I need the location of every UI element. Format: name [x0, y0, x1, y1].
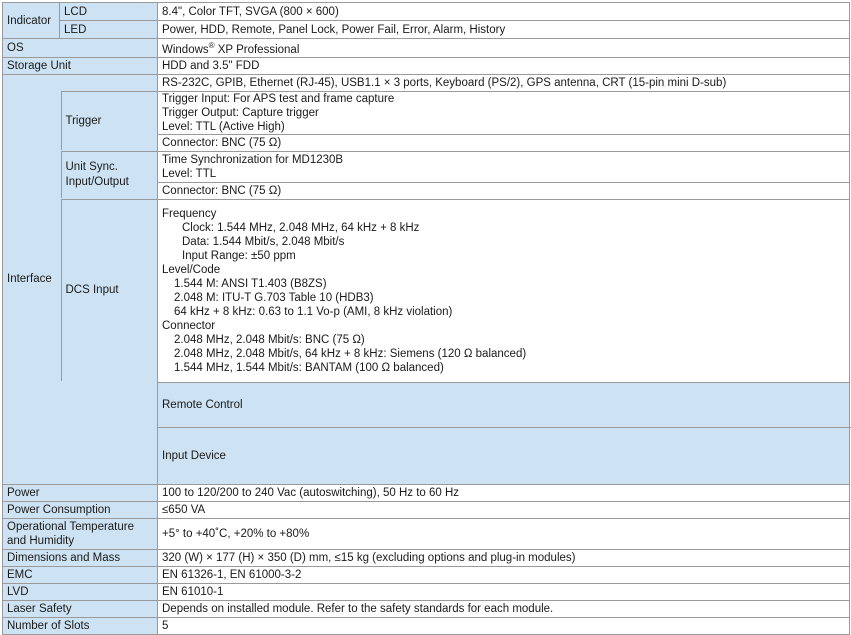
led-label: LED: [60, 21, 158, 39]
unit-sync-label-line: Unit Sync.: [65, 161, 118, 174]
power-value: 100 to 120/200 to 240 Vac (autoswitching), 50 Hz to 60 Hz: [158, 484, 850, 501]
os-label: OS: [3, 39, 158, 58]
op-temp-label: [3, 518, 158, 549]
unit-sync-line: Time Synchronization for MD1230B: [162, 153, 344, 166]
trigger-connector: Connector: BNC (75 Ω): [158, 134, 850, 151]
interface-label: Interface: [3, 74, 158, 484]
power-consumption-value: ≤650 VA: [158, 501, 850, 518]
remote-label: Remote Control: [158, 382, 850, 427]
power-label: Power: [3, 484, 158, 501]
dcs-connector-heading: Connector: [162, 319, 216, 332]
trigger-label: [61, 91, 157, 150]
trigger-line: Trigger Output: Capture trigger: [162, 106, 319, 119]
unit-sync-label-line: Input/Output: [65, 176, 129, 189]
op-temp-label-line: Operational Temperature: [7, 520, 134, 533]
emc-label: EMC: [3, 566, 158, 583]
row-emc: [3, 566, 850, 583]
trigger-line: Trigger Input: For APS test and frame capture: [162, 92, 395, 105]
os-value-text-rest: XP Professional: [214, 43, 300, 56]
storage-value: HDD and 3.5" FDD: [158, 57, 850, 74]
unit-sync-connector: Connector: BNC (75 Ω): [158, 182, 850, 199]
indicator-label: Indicator: [3, 3, 60, 39]
trigger-label-line: Trigger: [65, 114, 102, 127]
lvd-label: LVD: [3, 583, 158, 600]
os-value-text: Windows: [162, 43, 209, 56]
laser-value: Depends on installed module. Refer to the safety standards for each module.: [158, 600, 850, 617]
interface-general-value: RS-232C, GPIB, Ethernet (RJ-45), USB1.1 × 3 ports, Keyboard (PS/2), GPS antenna, CRT (15-pin mini D-sub): [158, 74, 850, 91]
slots-label: Number of Slots: [3, 617, 158, 634]
unit-sync-label: [61, 151, 157, 198]
dcs-frequency-heading: Frequency: [162, 207, 217, 220]
dcs-level-line: 64 kHz + 8 kHz: 0.63 to 1.1 Vo-p (AMI, 8 kHz violation): [174, 305, 453, 318]
emc-value: EN 61326-1, EN 61000-3-2: [158, 566, 850, 583]
dcs-input-label: [61, 199, 157, 381]
lcd-value: 8.4", Color TFT, SVGA (800 × 600): [158, 3, 850, 21]
dcs-frequency-line: Input Range: ±50 ppm: [182, 249, 296, 262]
dimensions-value: 320 (W) × 177 (H) × 350 (D) mm, ≤15 kg (excluding options and plug-in modules): [158, 549, 850, 566]
row-indicator-lcd: [3, 3, 850, 21]
row-number-of-slots: [3, 617, 850, 634]
row-operational-temperature: [3, 518, 850, 549]
dcs-input-label-line: DCS Input: [65, 284, 119, 297]
dcs-level-line: 1.544 M: ANSI T1.403 (B8ZS): [174, 277, 327, 290]
dimensions-label: Dimensions and Mass: [3, 549, 158, 566]
row-power: [3, 484, 850, 501]
row-interface-general: [3, 74, 850, 91]
dcs-frequency-line: Clock: 1.544 MHz, 2.048 MHz, 64 kHz + 8 kHz: [182, 221, 420, 234]
row-storage: [3, 57, 850, 74]
registered-mark: ®: [208, 41, 215, 50]
row-power-consumption: [3, 501, 850, 518]
row-laser-safety: [3, 600, 850, 617]
dcs-connector-line: 2.048 MHz, 2.048 Mbit/s: BNC (75 Ω): [174, 333, 365, 346]
dcs-connector-line: 1.544 MHz, 1.544 Mbit/s: BANTAM (100 Ω balanced): [174, 361, 444, 374]
laser-label: Laser Safety: [3, 600, 158, 617]
lcd-label: LCD: [60, 3, 158, 21]
row-dimensions: [3, 549, 850, 566]
os-value: [158, 39, 850, 58]
dcs-frequency-line: Data: 1.544 Mbit/s, 2.048 Mbit/s: [182, 235, 345, 248]
dcs-values: [158, 199, 850, 382]
dcs-level-line: 2.048 M: ITU-T G.703 Table 10 (HDB3): [174, 291, 374, 304]
dcs-level-heading: Level/Code: [162, 263, 221, 276]
unit-sync-line: Level: TTL: [162, 167, 217, 180]
trigger-line: Level: TTL (Active High): [162, 120, 285, 133]
led-value: Power, HDD, Remote, Panel Lock, Power Fail, Error, Alarm, History: [158, 21, 850, 39]
trigger-values: [158, 91, 850, 134]
op-temp-label-line: and Humidity: [7, 534, 75, 547]
power-consumption-label: Power Consumption: [3, 501, 158, 518]
unit-sync-values: [158, 151, 850, 182]
lvd-value: EN 61010-1: [158, 583, 850, 600]
slots-value: 5: [158, 617, 850, 634]
row-lvd: [3, 583, 850, 600]
storage-label: Storage Unit: [3, 57, 158, 74]
row-os: [3, 39, 850, 58]
dcs-connector-line: 2.048 MHz, 2.048 Mbit/s, 64 kHz + 8 kHz: Siemens (120 Ω balanced): [174, 347, 527, 360]
row-indicator-led: [3, 21, 850, 39]
input-device-label: Input Device: [158, 427, 850, 484]
op-temp-value: +5° to +40˚C, +20% to +80%: [158, 518, 850, 549]
